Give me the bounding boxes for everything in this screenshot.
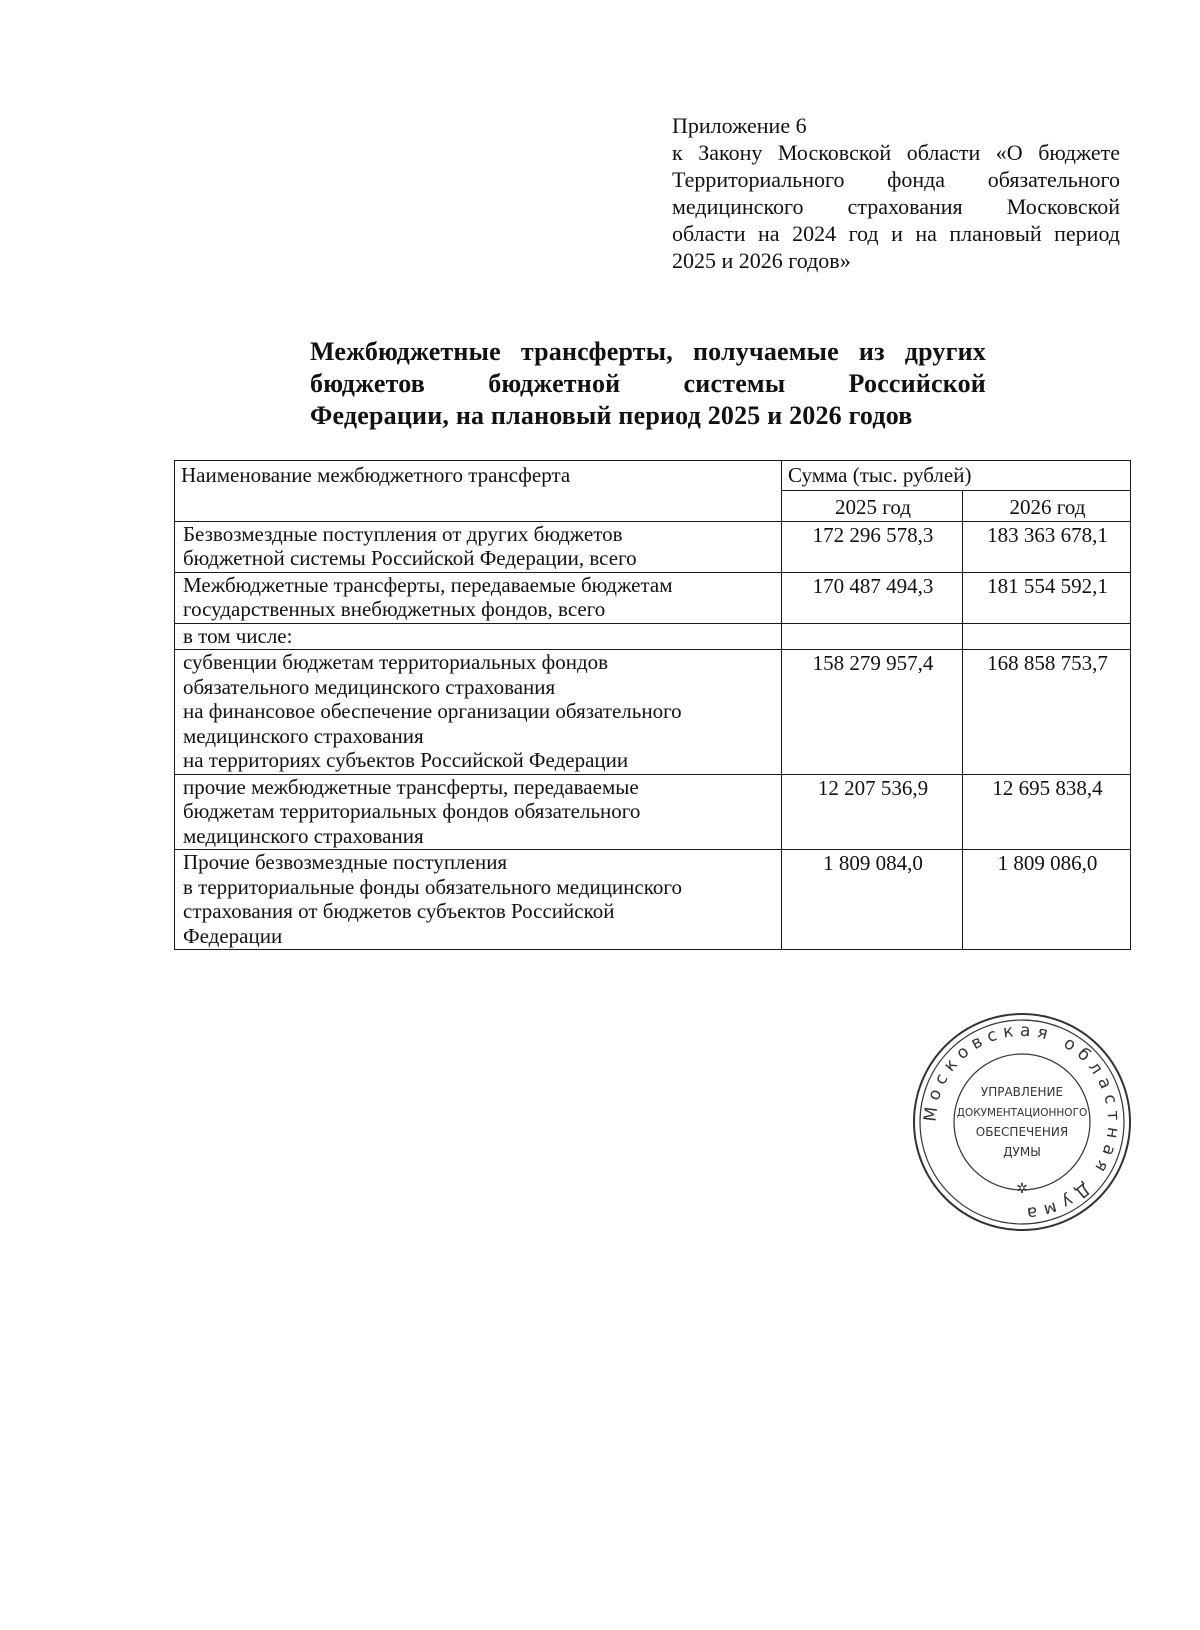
row-name (175, 850, 782, 950)
appendix-line: 2025 и 2026 годов» (672, 248, 851, 273)
appendix-line: Приложение 6 (672, 113, 807, 138)
row-name-line: Безвозмездные поступления от других бюджетов (183, 521, 623, 546)
row-name-line: Федерации (183, 923, 283, 948)
value-2025: 158 279 957,4 (782, 650, 963, 775)
row-name (175, 521, 782, 572)
row-name-line: государственных внебюджетных фондов, всего (183, 597, 606, 621)
value-2026: 1 809 086,0 (963, 850, 1131, 950)
row-name-line: страхования от бюджетов субъектов Российской (183, 899, 615, 923)
seal-center-line: УПРАВЛЕНИЕ (980, 1085, 1064, 1099)
row-name-line: на финансовое обеспечение организации обязательного (183, 699, 682, 723)
appendix-line: медицинского страхования Московской (672, 194, 1120, 219)
value-2026 (963, 623, 1131, 650)
row-name-line: на территориях субъектов Российской Федерации (183, 748, 629, 772)
official-seal-icon (910, 1010, 1134, 1234)
value-2026: 183 363 678,1 (963, 521, 1131, 572)
document-title (310, 336, 986, 432)
row-name-line: субвенции бюджетам территориальных фондов (183, 650, 609, 674)
value-2025: 1 809 084,0 (782, 850, 963, 950)
value-2025: 172 296 578,3 (782, 521, 963, 572)
value-2026: 181 554 592,1 (963, 572, 1131, 623)
row-name (175, 572, 782, 623)
value-2025 (782, 623, 963, 650)
seal-center-line: ДОКУМЕНТАЦИОННОГО (956, 1107, 1088, 1119)
value-2025: 170 487 494,3 (782, 572, 963, 623)
seal-center-line: ОБЕСПЕЧЕНИЯ (975, 1125, 1069, 1139)
row-name-line: в том числе: (183, 623, 293, 648)
row-name-line: в территориальные фонды обязательного медицинского (183, 874, 682, 899)
row-name-line: прочие межбюджетные трансферты, передаваемые (183, 774, 639, 799)
header-name: Наименование межбюджетного трансферта (175, 461, 782, 522)
table-row (175, 774, 1131, 850)
seal-center-line: ДУМЫ (1003, 1145, 1041, 1159)
appendix-line: к Закону Московской области «О бюджете (672, 140, 1120, 165)
title-line: бюджетов бюджетной системы Российской (310, 369, 986, 398)
row-name-line: медицинского страхования (183, 723, 424, 748)
table-row (175, 650, 1131, 775)
value-2025: 12 207 536,9 (782, 774, 963, 850)
row-name-line: обязательного медицинского страхования (183, 674, 556, 699)
transfers-table (174, 460, 1131, 950)
appendix-line: Территориального фонда обязательного (672, 167, 1120, 192)
value-2026: 168 858 753,7 (963, 650, 1131, 775)
row-name-line: бюджетам территориальных фондов обязательного (183, 799, 641, 823)
table-row (175, 521, 1131, 572)
title-line: Межбюджетные трансферты, получаемые из других (310, 337, 986, 366)
table-row (175, 572, 1131, 623)
row-name-line: медицинского страхования (183, 823, 424, 848)
header-year-2025: 2025 год (782, 491, 963, 522)
row-name (175, 650, 782, 775)
appendix-note (672, 112, 1120, 274)
header-year-2026: 2026 год (963, 491, 1131, 522)
row-name (175, 774, 782, 850)
row-name-line: Прочие безвозмездные поступления (183, 850, 508, 874)
table-row (175, 623, 1131, 650)
row-name (175, 623, 782, 650)
seal-ring-text: Московская областная Дума (920, 1020, 1124, 1224)
header-sum: Сумма (тыс. рублей) (782, 461, 1131, 491)
svg-text:✲: ✲ (1016, 1181, 1028, 1197)
appendix-line: области на 2024 год и на плановый период (672, 221, 1120, 246)
row-name-line: бюджетной системы Российской Федерации, всего (183, 546, 637, 570)
title-line: Федерации, на плановый период 2025 и 2026 годов (310, 401, 913, 430)
value-2026: 12 695 838,4 (963, 774, 1131, 850)
row-name-line: Межбюджетные трансферты, передаваемые бюджетам (183, 572, 673, 597)
table-row (175, 850, 1131, 950)
